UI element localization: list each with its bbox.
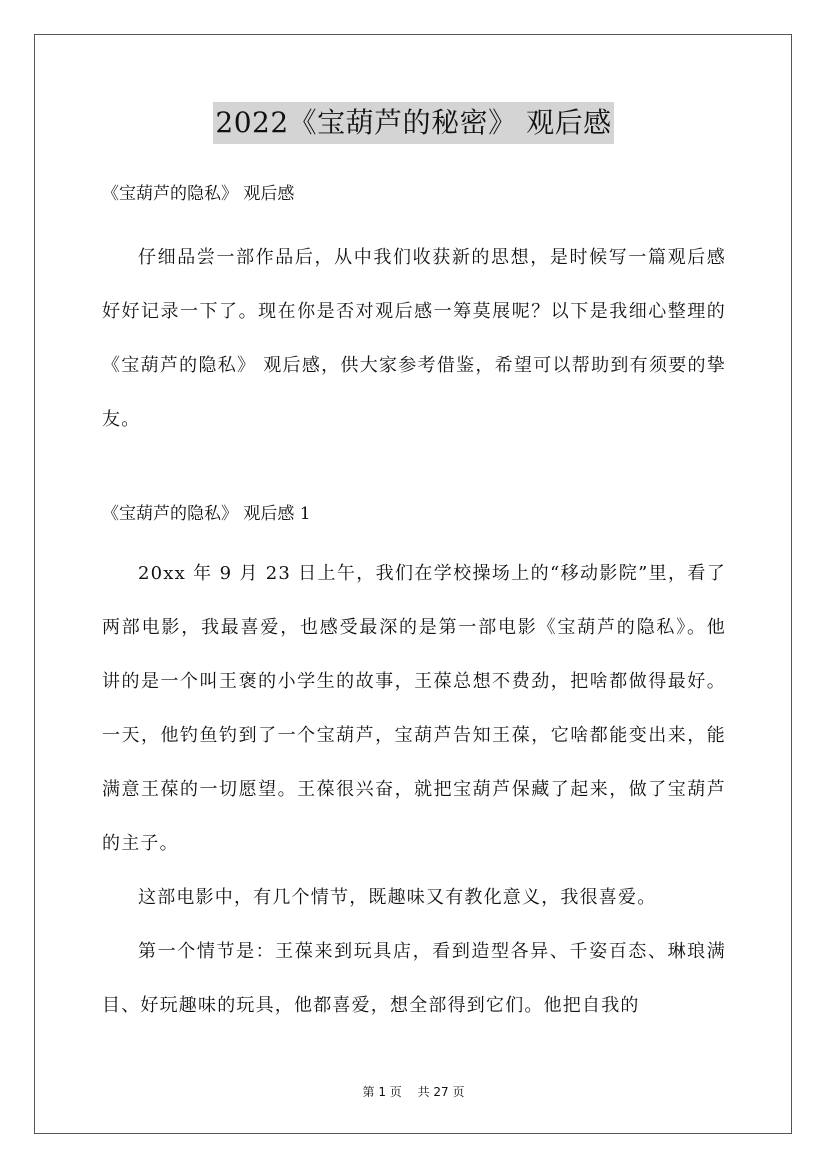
title-container bbox=[0, 102, 827, 144]
page-total: 共 27 页 bbox=[417, 1085, 465, 1099]
body-paragraph: 这部电影中，有几个情节，既趣味又有教化意义，我很喜爱。 bbox=[138, 887, 657, 908]
intro-paragraph: 仔细品尝一部作品后，从中我们收获新的思想，是时候写一篇观后感好好记录一下了。现在你是否对观后感一筹莫展呢？以下是我细心整理的《宝葫芦的隐私》 观后感，供大家参考借鉴，希望可以帮助到有须要的挚友。 bbox=[102, 247, 726, 430]
body-paragraph: 第一个情节是：王葆来到玩具店，看到造型各异、千姿百态、琳琅满目、好玩趣味的玩具，他都喜爱，想全部得到它们。他把自我的 bbox=[102, 941, 726, 1016]
page-footer bbox=[0, 1083, 827, 1100]
document-body bbox=[102, 175, 726, 1033]
section-heading: 《宝葫芦的隐私》 观后感 bbox=[102, 184, 295, 204]
document-title: 2022《宝葫芦的秘密》 观后感 bbox=[213, 102, 613, 144]
subheading-1: 《宝葫芦的隐私》 观后感 1 bbox=[102, 504, 311, 524]
body-paragraph: 20xx 年 9 月 23 日上午，我们在学校操场上的“移动影院”里，看了两部电影，我最喜爱，也感受最深的是第一部电影《宝葫芦的隐私》。他讲的是一个叫王褒的小学生的故事，王葆总想不费劲，把啥都做得最好。一天，他钓鱼钓到了一个宝葫芦，宝葫芦告知王葆，它啥都能变出来，能满意王葆的一切愿望。王葆很兴奋，就把宝葫芦保藏了起来，做了宝葫芦的主子。 bbox=[102, 563, 726, 854]
page-number: 第 1 页 bbox=[362, 1085, 402, 1099]
